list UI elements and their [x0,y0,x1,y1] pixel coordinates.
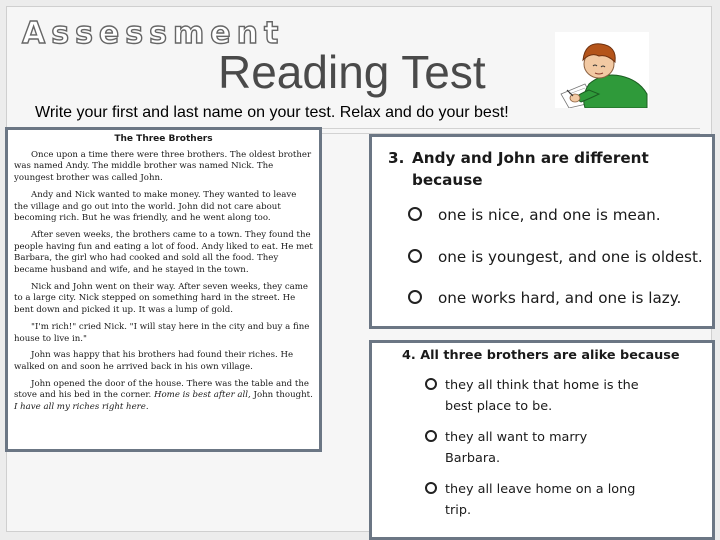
answer-option-label: Barbara. [445,451,501,466]
story-paragraph-last [14,379,313,414]
answer-option-label: one works hard, and one is lazy. [438,289,682,307]
answer-option[interactable] [412,205,661,226]
answer-option[interactable] [425,479,635,521]
story-paragraph: Andy and Nick wanted to make money. They wanted to leave the village and go out into the world. John did not care about becoming rich. But he was friendly, and he went along too. [14,189,297,224]
answer-option-label: one is nice, and one is mean. [438,206,661,224]
header-label: Assessment [22,16,285,51]
page-title: Reading Test [218,46,486,98]
question-stem-line: Andy and John are different [412,149,649,167]
question-4-panel [369,340,715,540]
question-3-panel [369,134,715,329]
radio-bubble-icon[interactable] [408,249,422,263]
story-text: John thought. [250,390,313,401]
question-3-stem [388,147,649,191]
story-paragraph: After seven weeks, the brothers came to a town. They found the people having fun and eating a lot of food. Andy liked to eat. He met Barbara, the girl who had cooked and sold all the food. They became husband and wife, and he stayed in the town. [14,229,313,276]
question-stem-line: because [412,171,483,189]
radio-bubble-icon[interactable] [425,430,437,442]
story-panel [5,127,322,452]
radio-bubble-icon[interactable] [425,378,437,390]
story-text-italic: Home is best after all, [154,390,251,401]
answer-option-label: one is youngest, and one is oldest. [438,248,703,266]
story-text-italic: I have all my riches right here. [14,402,149,413]
story-paragraph: "I'm rich!" cried Nick. "I will stay here in the city and buy a fine house to live in." [14,321,310,344]
answer-option[interactable] [425,375,639,417]
question-number: 3. [388,149,405,167]
radio-bubble-icon[interactable] [425,482,437,494]
story-paragraph: John was happy that his brothers had found their riches. He walked on and soon he arrived back in his own village. [14,350,294,372]
story-text: John opened the door of the house. There was the table and the stove and his bed in the corner. [14,378,309,401]
answer-option-label: they all leave home on a long [445,482,636,497]
student-writing-icon [555,32,649,108]
answer-option-label: they all think that home is the [445,378,639,393]
story-paragraph: Nick and John went on their way. After seven weeks, they came to a large city. Nick stepped on something hard in the street. He bent down and picked it up. It was a lump of gold. [14,281,309,316]
answer-option-label: best place to be. [445,399,553,414]
answer-option[interactable] [412,247,703,268]
answer-option[interactable] [425,427,587,469]
instruction-text: Write your first and last name on your test. Relax and do your best! [35,104,509,121]
story-title: The Three Brothers [114,134,213,144]
radio-bubble-icon[interactable] [408,207,422,221]
answer-option[interactable] [412,288,681,309]
answer-option-label: they all want to marry [445,430,588,445]
story-paragraph: Once upon a time there were three brothers. The oldest brother was named Andy. The middle brother was named Nick. The youngest brother was called John. [14,149,312,184]
answer-option-label: trip. [445,503,472,518]
radio-bubble-icon[interactable] [408,290,422,304]
question-4-stem: 4. All three brothers are alike because [402,348,680,363]
